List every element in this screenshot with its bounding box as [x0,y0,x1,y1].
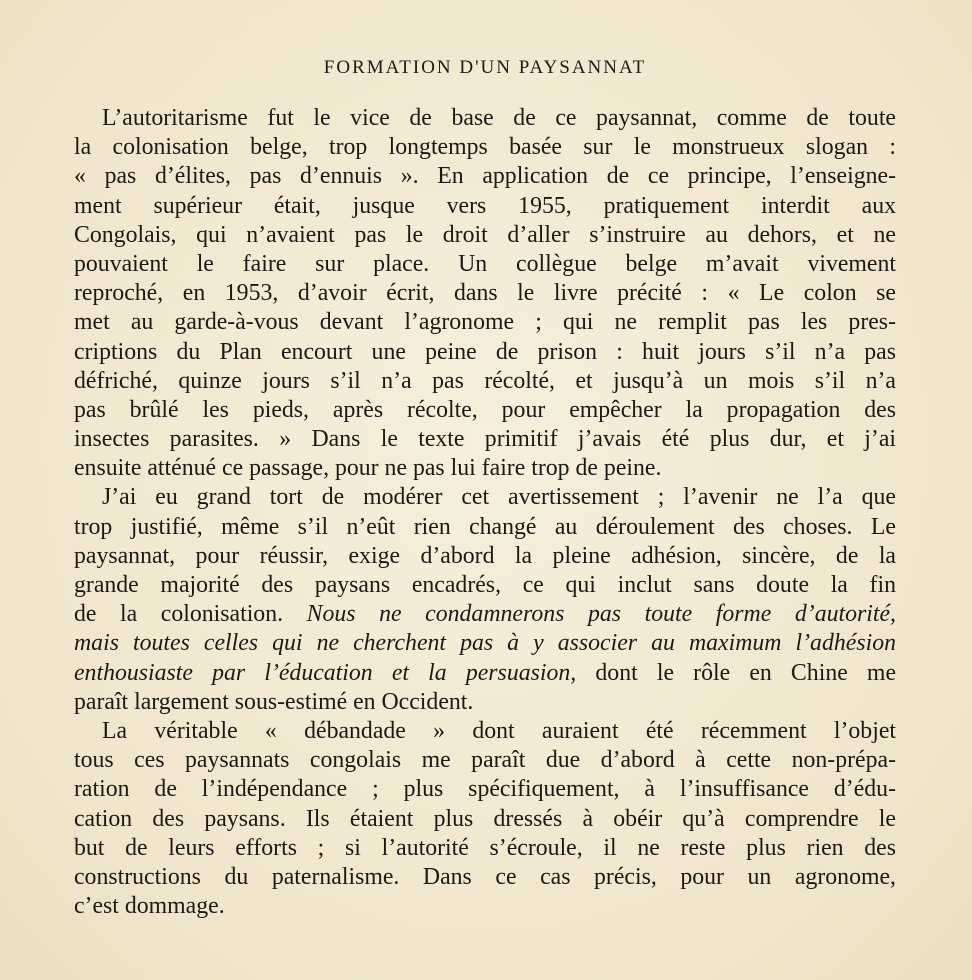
text-run: de la colonisation. [74,601,307,628]
text-run: ment supérieur était, jusque vers 1955, pratiquement interdit aux [74,192,896,219]
text-line [74,688,896,717]
body-text [74,104,896,921]
text-line [74,746,896,775]
text-line [74,192,896,221]
text-line [74,338,896,367]
text-run: la colonisation belge, trop longtemps basée sur le monstrueux slogan : [74,134,896,161]
text-line [74,425,896,454]
italic-run: Nous ne condamnerons pas toute forme d’autorité, [306,601,896,628]
book-page [74,0,896,980]
text-run: criptions du Plan encourt une peine de prison : huit jours s’il n’a pas [74,338,896,365]
text-run: grande majorité des paysans encadrés, ce qui inclut sans doute la fin [74,572,896,598]
paragraph [74,717,896,921]
text-line [74,834,896,863]
paragraph [74,104,896,483]
text-run: cation des paysans. Ils étaient plus dressés à obéir qu’à comprendre le [74,805,896,832]
text-line [74,396,896,425]
text-line [74,775,896,804]
italic-run: mais toutes celles qui ne cherchent pas à y associer au maximum l’adhésion [74,630,896,657]
text-line [74,221,896,250]
text-line [74,367,896,396]
text-line [74,279,896,308]
text-run: dont le rôle en Chine me [576,659,897,686]
text-run: « pas d’élites, pas d’ennuis ». En application de ce principe, l’enseigne- [74,163,896,190]
text-run: L’autoritarisme fut le vice de base de ce paysannat, comme de toute [102,105,896,131]
text-line [74,308,896,337]
text-line [74,542,896,571]
text-line [74,104,896,133]
text-line [74,162,896,191]
text-run: trop justifié, même s’il n’eût rien changé au déroulement des choses. Le [74,513,896,540]
italic-run: enthousiaste par l’éducation et la persuasion, [74,659,577,686]
text-line [74,513,896,542]
text-line [74,629,896,658]
text-line [74,483,896,512]
text-line [74,133,896,162]
paragraph [74,483,896,717]
text-run: J’ai eu grand tort de modérer cet avertissement ; l’avenir ne l’a que [102,484,896,511]
text-line [74,250,896,279]
text-line [74,863,896,892]
text-run: c’est dommage. [74,893,225,920]
text-line [74,600,896,629]
text-run: ensuite atténué ce passage, pour ne pas lui faire trop de peine. [74,455,662,482]
text-run: paraît largement sous-estimé en Occident. [74,688,474,715]
text-run: défriché, quinze jours s’il n’a pas récolté, et jusqu’à un mois s’il n’a [74,367,896,394]
text-run: insectes parasites. » Dans le texte primitif j’avais été plus dur, et j’ai [74,426,896,453]
text-line [74,659,896,688]
text-run: met au garde-à-vous devant l’agronome ; qui ne remplit pas les pres- [74,309,896,336]
text-run: La véritable « débandade » dont auraient été récemment l’objet [102,717,896,744]
text-line [74,571,896,600]
text-line [74,454,896,483]
text-run: constructions du paternalisme. Dans ce cas précis, pour un agronome, [74,863,896,890]
text-run: pas brûlé les pieds, après récolte, pour empêcher la propagation des [74,396,896,423]
text-run: but de leurs efforts ; si l’autorité s’écroule, il ne reste plus rien des [74,834,896,861]
text-run: ration de l’indépendance ; plus spécifiquement, à l’insuffisance d’édu- [74,776,896,803]
text-run: pouvaient le faire sur place. Un collègue belge m’avait vivement [74,250,896,277]
text-run: reproché, en 1953, d’avoir écrit, dans le livre précité : « Le colon se [74,280,896,307]
text-run: tous ces paysannats congolais me paraît due d’abord à cette non-prépa- [74,747,896,774]
running-head: FORMATION D'UN PAYSANNAT [323,57,647,78]
text-line [74,892,896,921]
text-line [74,805,896,834]
text-line [74,717,896,746]
text-run: paysannat, pour réussir, exige d’abord la pleine adhésion, sincère, de la [74,542,896,569]
text-run: Congolais, qui n’avaient pas le droit d’aller s’instruire au dehors, et ne [74,221,896,248]
